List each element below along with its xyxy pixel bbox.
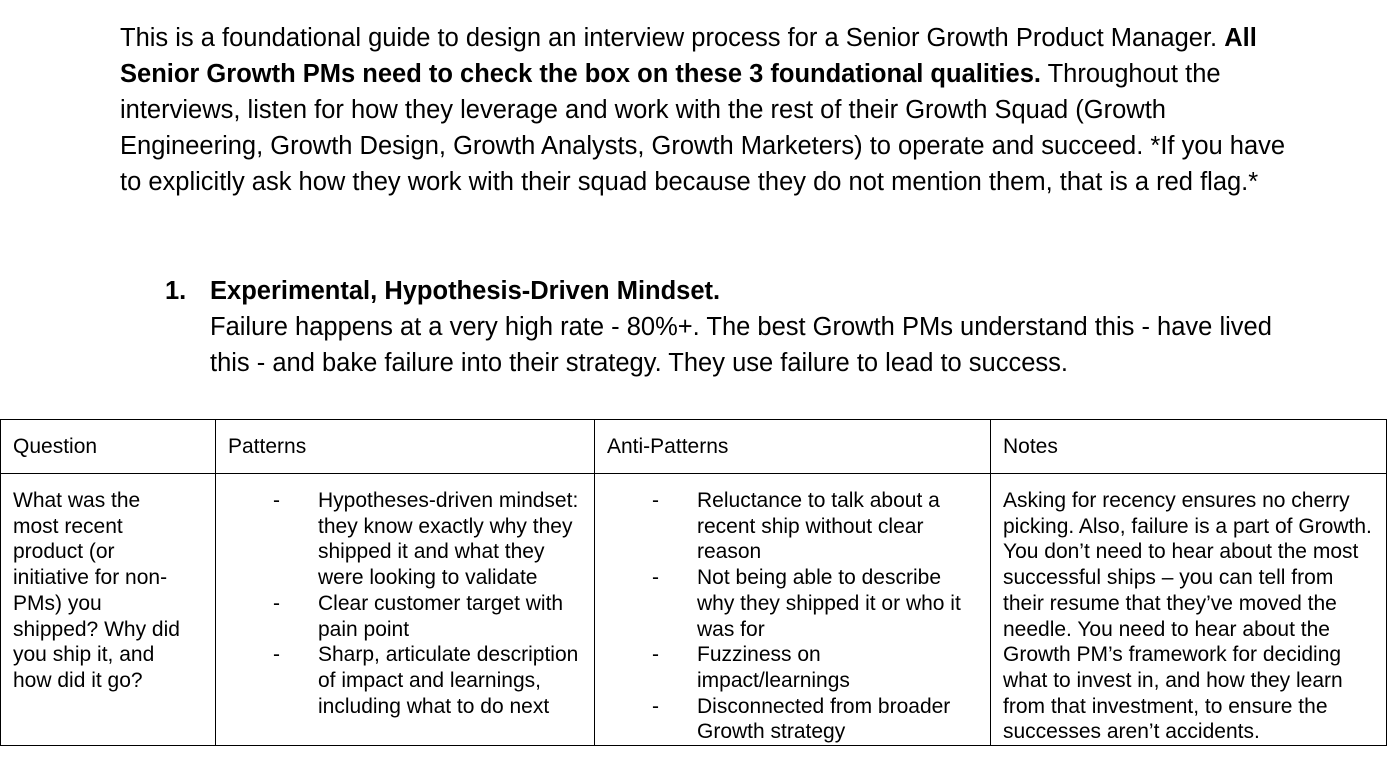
table-header-row — [1, 420, 1387, 474]
list-item: - Disconnected from broader Growth strategy — [607, 694, 978, 745]
patterns-list — [228, 488, 582, 719]
intro-bold-text: All Senior Growth PMs need to check the box on these 3 foundational qualities. — [120, 24, 1257, 88]
section-body — [210, 273, 1285, 381]
list-item: - Reluctance to talk about a recent ship without clear reason — [607, 488, 978, 565]
question-text: What was the most recent product (or initiative for non-PMs) you shipped? Why did you ship it, and how did it go? — [13, 489, 180, 692]
header-question: Question — [1, 420, 216, 474]
intro-text-continued: Throughout the interviews, listen for how they leverage and work with the rest of their Growth Squad (Growth Engineering, Growth Design, Growth Analysts, Growth Marketers) to operate and succeed. *If you have to explicitly ask how they work with their squad because they do not mention them, that is a red flag.* — [120, 60, 1286, 196]
interview-question-table — [0, 419, 1387, 746]
section-heading: Experimental, Hypothesis-Driven Mindset. — [210, 277, 721, 305]
table-row — [1, 474, 1387, 746]
anti-patterns-cell — [595, 474, 991, 746]
list-item: - Hypotheses-driven mindset: they know exactly why they shipped it and what they were looking to validate — [228, 488, 582, 591]
intro-paragraph — [120, 20, 1300, 200]
numbered-section — [165, 273, 1285, 381]
list-item: - Clear customer target with pain point — [228, 591, 582, 642]
patterns-cell — [216, 474, 595, 746]
section-number: 1. — [165, 277, 187, 305]
header-notes: Notes — [991, 420, 1387, 474]
list-item: - Sharp, articulate description of impact and learnings, including what to do next — [228, 642, 582, 719]
notes-text: Asking for recency ensures no cherry picking. Also, failure is a part of Growth. You don’t need to hear about the most successful ships – you can tell from their resume that they’ve moved the needle. You need to hear about the Growth PM’s framework for deciding what to invest in, and how they learn from that investment, to ensure the successes aren’t accidents. — [1003, 489, 1372, 744]
list-item: - Fuzziness on impact/learnings — [607, 642, 978, 693]
anti-patterns-list — [607, 488, 978, 745]
header-patterns: Patterns — [216, 420, 595, 474]
header-anti-patterns: Anti-Patterns — [595, 420, 991, 474]
section-description: Failure happens at a very high rate - 80%+. The best Growth PMs understand this - have lived this - and bake failure into their strategy. They use failure to lead to success. — [210, 313, 1272, 377]
intro-text: This is a foundational guide to design an interview process for a Senior Growth Product Manager. — [120, 24, 1225, 52]
list-item: - Not being able to describe why they shipped it or who it was for — [607, 565, 978, 642]
question-cell — [1, 474, 216, 746]
notes-cell — [991, 474, 1387, 746]
